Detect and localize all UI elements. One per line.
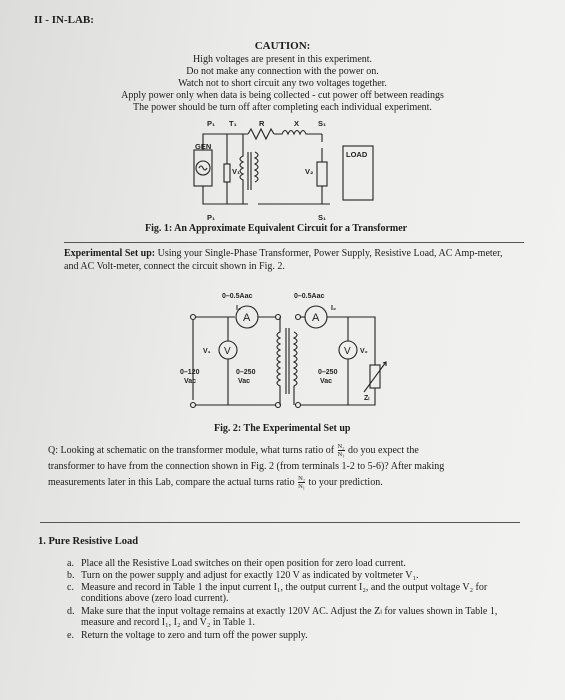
ratio-denominator: N₁ [337,451,345,459]
list-marker: d. [67,606,75,617]
ammeter1-range-label: 0–0.5Aac [222,293,253,300]
voltmeter1-unit-label: Vac [238,378,251,385]
ammeter1-icon: A [243,312,251,324]
section-title: II - IN-LAB: [34,14,94,26]
voltmeter1-range-label: 0–250 [236,369,256,376]
ratio-numerator: N₂ [337,443,345,451]
voltmeter2-unit-label: Vac [320,378,333,385]
turns-ratio-fraction-2 [298,475,305,490]
divider [64,242,524,243]
divider [40,522,520,523]
caution-line: Do not make any connection with the power on. [186,66,379,77]
list-item [67,606,521,628]
question-prefix: Q: Looking at schematic on the transformer module, what turns ratio of [48,445,335,456]
caution-line: Apply power only when data is being collected - cut power off between readings [121,90,444,101]
v1-label: V₁ [203,348,211,355]
i2-label: I₂ [331,305,337,312]
list-item [67,630,521,641]
caution-line: High voltages are present in this experiment. [192,54,373,65]
figure2-circuit [0,280,565,430]
list-marker: c. [67,582,74,593]
ratio2-denominator: N₁ [298,483,306,491]
gen-label: GEN [195,142,212,151]
p1-top-label: P₁ [207,119,216,128]
list-item [67,582,521,604]
list-item [67,570,521,581]
zl-label: Zₗ [364,395,370,402]
v2-label: V₂ [305,167,314,176]
voltmeter2-range-label: 0–250 [318,369,338,376]
question-line3b: to your prediction. [308,477,383,488]
turns-ratio-fraction [338,443,345,458]
source-unit-label: Vac [184,378,197,385]
caution-title: CAUTION: [254,40,311,52]
question-line2: transformer to have from the connection shown in Fig. 2 (from terminals 1-2 to 5-6)? After making [48,461,445,472]
list-marker: a. [67,558,74,569]
caution-line: The power should be turn off after completing each individual experiment. [133,102,432,113]
list-item-text: Place all the Resistive Load switches on their open position for zero load current. [81,558,406,569]
v1-label: V₁ [232,167,241,176]
list-item-text: Make sure that the input voltage remains at exactly 120V AC. Adjust the Zₗ for values shown in Table 1, measure and record I₁, I₂ and V₂ in Table 1. [81,606,498,628]
figure1-caption: Fig. 1: An Approximate Equivalent Circuit for a Transformer [145,223,408,234]
question-paragraph [48,443,528,491]
list-item-text: Measure and record in Table 1 the input current I₁, the output current I₂, and the output voltage V₂ for conditions above (zero load current). [81,582,488,604]
voltmeter2-icon: V [344,346,351,357]
p1-bottom-label: P₁ [207,213,216,222]
experimental-setup-label: Experimental Set up: [64,248,156,259]
x-label: X [294,119,300,128]
list-item-text: Return the voltage to zero and turn off the power supply. [81,630,308,641]
source-range-label: 0–120 [180,369,200,376]
list-marker: b. [67,570,75,581]
caution-line: Watch not to short circuit any two voltages together. [178,78,387,89]
section1-title: 1. Pure Resistive Load [38,536,139,547]
s1-top-label: S₁ [318,119,327,128]
list-item-text: Turn on the power supply and adjust for exactly 120 V as indicated by voltmeter V₁. [81,570,419,581]
figure2-caption: Fig. 2: The Experimental Set up [214,423,351,434]
v2-label: V₂ [360,348,368,355]
ammeter2-range-label: 0–0.5Aac [294,293,325,300]
list-marker: e. [67,630,74,641]
s1-bottom-label: S₁ [318,213,327,222]
ratio2-numerator: N₂ [298,475,306,483]
figure1-circuit [0,112,565,228]
load-label: LOAD [346,150,368,159]
experimental-setup-text: Using your Single-Phase Transformer, Power Supply, Resistive Load, AC Amp-meter, and AC Volt-meter, connect the circuit shown in Fig. 2. [64,248,503,272]
question-line3a: measurements later in this Lab, compare the actual turns ratio [48,477,295,488]
i1-label: I₁ [236,305,241,312]
r-label: R [259,119,265,128]
question-mid: do you expect the [348,445,419,456]
ammeter2-icon: A [312,312,320,324]
t1-label: T₁ [229,119,237,128]
voltmeter1-icon: V [224,346,231,357]
list-item [67,558,521,569]
experimental-setup-paragraph [64,247,509,273]
